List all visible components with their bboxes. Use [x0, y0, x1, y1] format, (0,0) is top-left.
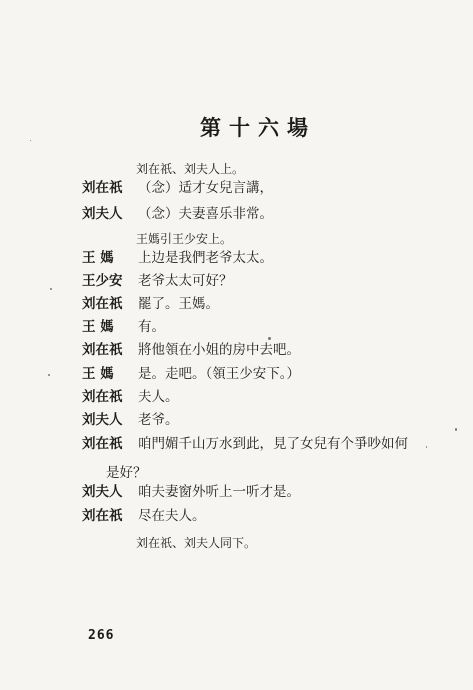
speech-text: 老爷太太可好？: [138, 273, 233, 289]
scan-speck: [30, 140, 31, 141]
speaker-name: 刘在祇: [82, 436, 123, 452]
speech-text: 將他領在小姐的房中去吧。: [138, 342, 300, 358]
speaker-name: 刘夫人: [82, 484, 123, 500]
stage-direction: 王媽引王少安上。: [136, 232, 233, 246]
speaker-name: 王少安: [82, 273, 123, 289]
speaker-name: 刘在祇: [82, 342, 123, 358]
speech-text: 罷了。王媽。: [138, 296, 219, 312]
speech-text: （念）适才女兒言講，: [138, 180, 273, 196]
scan-speck: [268, 337, 271, 340]
speaker-name: 刘在祇: [82, 180, 123, 196]
speaker-name: 王 媽: [82, 366, 114, 382]
speech-text: 尽在夫人。: [138, 508, 206, 524]
stage-direction: 刘在祇、刘夫人同下。: [136, 536, 257, 550]
page-number: 266: [88, 628, 115, 643]
speaker-name: 王 媽: [82, 250, 114, 266]
scan-speck: [48, 374, 50, 376]
speech-text: 是。走吧。（領王少安下。）: [138, 366, 300, 382]
scan-speck: [455, 428, 457, 431]
stage-direction: 刘在祇、刘夫人上。: [136, 162, 245, 176]
scene-title: 第十六場: [200, 115, 316, 140]
speech-text: 上边是我們老爷太太。: [138, 250, 273, 266]
speech-text: 咱夫妻窗外听上一听才是。: [138, 484, 300, 500]
scan-speck: [50, 288, 52, 290]
speaker-name: 刘在祇: [82, 296, 123, 312]
speaker-name: 刘夫人: [82, 206, 123, 222]
speech-text: 有。: [138, 319, 165, 335]
speaker-name: 刘在祇: [82, 508, 123, 524]
speech-text: （念）夫妻喜乐非常。: [138, 206, 273, 222]
scan-speck: [426, 446, 427, 448]
speech-text: 夫人。: [138, 389, 179, 405]
speaker-name: 刘在祇: [82, 389, 123, 405]
speech-text: 老爷。: [138, 412, 179, 428]
speaker-name: 刘夫人: [82, 412, 123, 428]
speaker-name: 王 媽: [82, 319, 114, 335]
speech-continuation: 是好？: [106, 465, 147, 481]
speech-text: 咱門媚千山万水到此，見了女兒有个爭吵如何: [138, 436, 408, 452]
